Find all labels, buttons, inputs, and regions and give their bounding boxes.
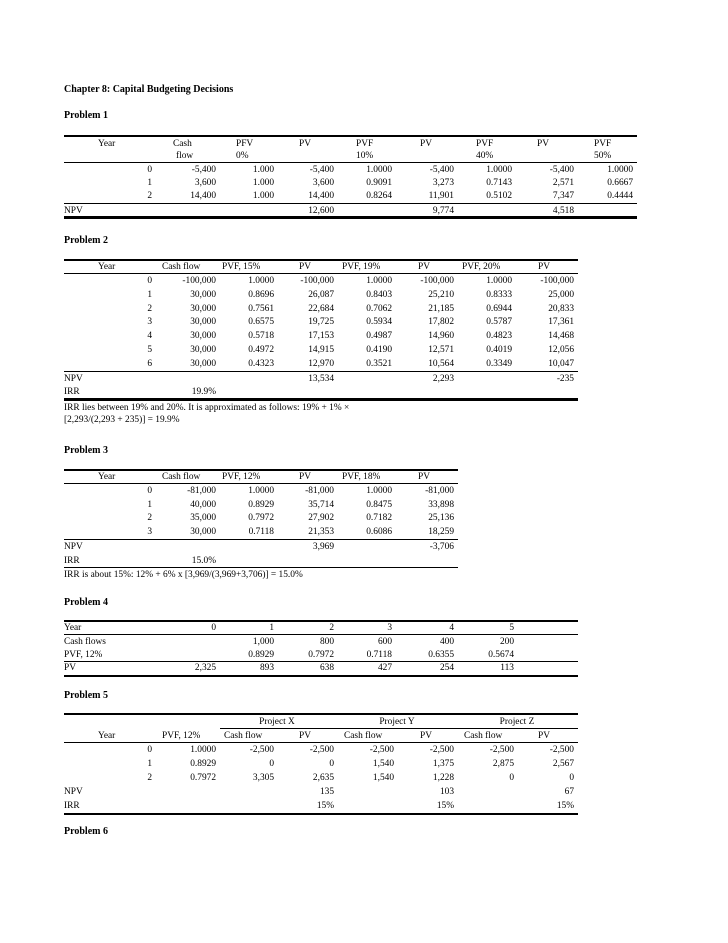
year-value: 0 bbox=[211, 623, 216, 633]
table-cell: 2,325 bbox=[194, 663, 216, 673]
table-cell: 17,153 bbox=[308, 331, 334, 342]
table-cell: 2,571 bbox=[552, 178, 574, 188]
table-cell: 3 bbox=[147, 317, 152, 328]
table-cell: 1.0000 bbox=[366, 165, 392, 175]
table-cell: 27,902 bbox=[308, 513, 334, 523]
table-cell: 0.5934 bbox=[366, 317, 392, 328]
table-cell: 0.4444 bbox=[607, 191, 633, 201]
npv-value: 3,969 bbox=[312, 542, 334, 552]
problem-4-title: Problem 4 bbox=[64, 597, 108, 608]
year-value: 3 bbox=[387, 623, 392, 633]
table-cell: -100,000 bbox=[540, 276, 574, 286]
table-cell: 2 bbox=[147, 513, 152, 523]
table-cell: 1,228 bbox=[432, 772, 454, 783]
table-cell: 1 bbox=[147, 499, 152, 510]
table-cell: 2,875 bbox=[492, 758, 514, 769]
table-cell: 2 bbox=[147, 303, 152, 314]
npv-value: 13,534 bbox=[308, 374, 334, 384]
table-cell: -100,000 bbox=[420, 276, 454, 286]
header-pv: PV bbox=[299, 262, 311, 272]
header-pvf-19: PVF, 19% bbox=[342, 262, 381, 272]
header-flow: flow bbox=[176, 151, 194, 161]
table-cell: 1.0000 bbox=[248, 276, 274, 286]
project-x-label: Project X bbox=[259, 717, 295, 727]
table-cell: 1.0000 bbox=[486, 165, 512, 175]
irr-value: 19.9% bbox=[191, 387, 216, 397]
table-rule bbox=[64, 273, 578, 274]
table-cell: 1 bbox=[147, 289, 152, 300]
table-cell: 0 bbox=[509, 772, 514, 783]
header-pv: PV bbox=[537, 139, 549, 149]
table-cell: 0 bbox=[147, 276, 152, 286]
table-rule bbox=[64, 483, 458, 484]
table-cell: -81,000 bbox=[425, 486, 454, 496]
header-pv: PV bbox=[299, 139, 311, 149]
chapter-title: Chapter 8: Capital Budgeting Decisions bbox=[64, 84, 234, 95]
table-cell: 0 bbox=[329, 758, 334, 769]
irr-value: 15% bbox=[436, 801, 454, 811]
irr-note: IRR lies between 19% and 20%. It is approximated as follows: 19% + 1% × bbox=[64, 403, 350, 413]
table-cell: 2,567 bbox=[552, 758, 574, 769]
table-cell: 1.0000 bbox=[607, 165, 633, 175]
table-cell: 14,400 bbox=[190, 191, 216, 201]
problem-6-title: Problem 6 bbox=[64, 826, 108, 837]
table-cell: 0.6086 bbox=[366, 526, 392, 537]
table-cell: 254 bbox=[439, 663, 454, 673]
table-cell: 0.5674 bbox=[488, 650, 514, 660]
table-cell: 0.6667 bbox=[607, 178, 633, 188]
table-cell: 1,540 bbox=[372, 758, 394, 769]
pvf-label: PVF, 12% bbox=[64, 650, 103, 660]
table-cell: 0.6575 bbox=[248, 317, 274, 328]
table-cell: 427 bbox=[377, 663, 392, 673]
table-cell: 40,000 bbox=[190, 499, 216, 510]
table-cell: 638 bbox=[319, 663, 334, 673]
table-cell: 1.000 bbox=[252, 178, 274, 188]
table-cell: 12,056 bbox=[548, 345, 574, 355]
table-cell: 0.4823 bbox=[486, 331, 512, 342]
table-rule bbox=[64, 371, 578, 372]
year-value: 2 bbox=[329, 623, 334, 633]
table-cell: -100,000 bbox=[300, 276, 334, 286]
header-pvf: PVF bbox=[594, 139, 612, 149]
irr-label: IRR bbox=[64, 556, 80, 566]
table-cell: 0.8929 bbox=[248, 499, 274, 510]
table-cell: 22,684 bbox=[308, 303, 334, 314]
header-year: Year bbox=[98, 139, 116, 149]
table-cell: 21,185 bbox=[428, 303, 454, 314]
header-year: Year bbox=[98, 472, 116, 482]
year-value: 4 bbox=[449, 623, 454, 633]
table-cell: 1 bbox=[147, 758, 152, 769]
npv-label: NPV bbox=[64, 374, 83, 384]
table-cell: 10,047 bbox=[548, 358, 574, 369]
header-rate: 0% bbox=[236, 151, 249, 161]
table-cell: 30,000 bbox=[190, 526, 216, 537]
table-cell: 20,833 bbox=[548, 303, 574, 314]
table-cell: 0.8475 bbox=[366, 499, 392, 510]
header-pv: PV bbox=[420, 139, 432, 149]
table-cell: 30,000 bbox=[190, 331, 216, 342]
table-rule bbox=[64, 398, 578, 401]
table-cell: 5 bbox=[147, 345, 152, 355]
table-cell: 0.4019 bbox=[486, 345, 512, 355]
npv-value: -3,706 bbox=[429, 542, 454, 552]
table-cell: -2,500 bbox=[369, 745, 394, 755]
table-cell: 30,000 bbox=[190, 303, 216, 314]
table-cell: 3 bbox=[147, 526, 152, 537]
header-pvf-18: PVF, 18% bbox=[342, 472, 381, 482]
table-cell: 0 bbox=[269, 758, 274, 769]
header-pv: PV bbox=[418, 262, 430, 272]
table-cell: 1.0000 bbox=[366, 276, 392, 286]
header-cash-flow: Cash flow bbox=[224, 731, 263, 741]
table-cell: -100,000 bbox=[182, 276, 216, 286]
cash-flows-label: Cash flows bbox=[64, 637, 106, 647]
table-cell: 18,259 bbox=[428, 526, 454, 537]
irr-value: 15.0% bbox=[191, 556, 216, 566]
project-z-label: Project Z bbox=[499, 717, 535, 727]
npv-value: 135 bbox=[319, 787, 334, 797]
irr-value: 15% bbox=[556, 801, 574, 811]
table-cell: 3,305 bbox=[252, 772, 274, 783]
table-cell: 0.4972 bbox=[248, 345, 274, 355]
npv-label: NPV bbox=[64, 206, 83, 216]
table-rule bbox=[64, 216, 637, 219]
irr-label: IRR bbox=[64, 801, 80, 811]
problem-2-title: Problem 2 bbox=[64, 235, 108, 246]
header-cash: Cash bbox=[173, 139, 192, 149]
table-cell: 2 bbox=[147, 772, 152, 783]
table-cell: 400 bbox=[439, 637, 454, 647]
table-cell: 0.7972 bbox=[248, 513, 274, 523]
table-cell: 1 bbox=[147, 178, 152, 188]
table-rule bbox=[64, 135, 637, 137]
header-pv: PV bbox=[418, 472, 430, 482]
table-cell: -2,500 bbox=[489, 745, 514, 755]
table-cell: -81,000 bbox=[187, 486, 216, 496]
table-cell: 14,915 bbox=[308, 345, 334, 355]
table-cell: 0.7143 bbox=[486, 178, 512, 188]
table-cell: 17,802 bbox=[428, 317, 454, 328]
npv-value: 9,774 bbox=[432, 206, 454, 216]
table-cell: 0 bbox=[147, 745, 152, 755]
table-rule bbox=[220, 728, 578, 729]
table-cell: 1,000 bbox=[252, 637, 274, 647]
pv-label: PV bbox=[64, 663, 76, 673]
header-pvf-12: PVF, 12% bbox=[162, 731, 201, 741]
table-rule bbox=[64, 675, 578, 677]
table-cell: 10,564 bbox=[428, 358, 454, 369]
table-cell: -5,400 bbox=[191, 165, 216, 175]
table-cell: 11,901 bbox=[428, 191, 454, 201]
header-year: Year bbox=[98, 262, 116, 272]
table-cell: 0.5718 bbox=[248, 331, 274, 342]
table-cell: 4 bbox=[147, 331, 152, 342]
npv-value: 2,293 bbox=[432, 374, 454, 384]
table-cell: 2 bbox=[147, 191, 152, 201]
table-cell: -5,400 bbox=[549, 165, 574, 175]
table-cell: 2,635 bbox=[312, 772, 334, 783]
table-cell: 19,725 bbox=[308, 317, 334, 328]
irr-note: IRR is about 15%: 12% + 6% x [3,969/(3,969+3,706)] = 15.0% bbox=[64, 570, 303, 580]
table-cell: 1,540 bbox=[372, 772, 394, 783]
table-rule bbox=[64, 162, 637, 163]
table-cell: -2,500 bbox=[309, 745, 334, 755]
header-pv: PV bbox=[299, 472, 311, 482]
table-cell: 35,000 bbox=[190, 513, 216, 523]
problem-1-title: Problem 1 bbox=[64, 110, 108, 121]
table-cell: 14,400 bbox=[308, 191, 334, 201]
table-rule bbox=[64, 813, 578, 815]
table-cell: 0.9091 bbox=[366, 178, 392, 188]
problem-3-title: Problem 3 bbox=[64, 445, 108, 456]
table-cell: 0.7118 bbox=[366, 650, 392, 660]
table-cell: -2,500 bbox=[429, 745, 454, 755]
table-cell: 3,273 bbox=[432, 178, 454, 188]
irr-note: [2,293/(2,293 + 235)] = 19.9% bbox=[64, 415, 180, 425]
table-rule bbox=[64, 742, 578, 743]
year-label: Year bbox=[64, 623, 82, 633]
table-cell: 0.6355 bbox=[428, 650, 454, 660]
table-cell: -5,400 bbox=[309, 165, 334, 175]
irr-label: IRR bbox=[64, 387, 80, 397]
table-cell: 33,898 bbox=[428, 499, 454, 510]
table-cell: 200 bbox=[499, 637, 514, 647]
table-cell: 113 bbox=[500, 663, 514, 673]
table-cell: 0.7062 bbox=[366, 303, 392, 314]
table-cell: 6 bbox=[147, 358, 152, 369]
table-cell: -81,000 bbox=[305, 486, 334, 496]
table-cell: 1.0000 bbox=[190, 745, 216, 755]
table-cell: 0 bbox=[147, 165, 152, 175]
table-cell: 0.4323 bbox=[248, 358, 274, 369]
table-cell: 0.7561 bbox=[248, 303, 274, 314]
npv-value: 67 bbox=[564, 787, 574, 797]
header-rate: 40% bbox=[476, 151, 494, 161]
header-year: Year bbox=[98, 731, 116, 741]
header-pvf-15: PVF, 15% bbox=[222, 262, 261, 272]
header-pvf: PVF bbox=[476, 139, 494, 149]
header-pv: PV bbox=[538, 262, 550, 272]
npv-value: -235 bbox=[556, 374, 574, 384]
table-cell: 25,210 bbox=[428, 289, 454, 300]
header-rate: 10% bbox=[356, 151, 374, 161]
table-cell: 0.3349 bbox=[486, 358, 512, 369]
header-rate: 50% bbox=[594, 151, 612, 161]
table-rule bbox=[64, 567, 458, 568]
table-cell: 0.4987 bbox=[366, 331, 392, 342]
table-cell: 26,087 bbox=[308, 289, 334, 300]
table-cell: 893 bbox=[259, 663, 274, 673]
year-value: 1 bbox=[269, 623, 274, 633]
table-cell: 25,136 bbox=[428, 513, 454, 523]
table-cell: 12,970 bbox=[308, 358, 334, 369]
table-cell: 0.8696 bbox=[248, 289, 274, 300]
table-cell: 1.0000 bbox=[366, 486, 392, 496]
table-cell: 0 bbox=[147, 486, 152, 496]
table-rule bbox=[64, 713, 578, 715]
table-cell: 21,353 bbox=[308, 526, 334, 537]
table-rule bbox=[64, 203, 637, 204]
table-cell: 30,000 bbox=[190, 358, 216, 369]
table-cell: 0.7118 bbox=[248, 526, 274, 537]
table-cell: 0.5102 bbox=[486, 191, 512, 201]
header-pv: PV bbox=[538, 731, 550, 741]
table-cell: 1.000 bbox=[252, 191, 274, 201]
npv-label: NPV bbox=[64, 787, 83, 797]
table-cell: 0 bbox=[569, 772, 574, 783]
table-cell: 12,571 bbox=[428, 345, 454, 355]
table-cell: 0.6944 bbox=[486, 303, 512, 314]
table-cell: 0.7972 bbox=[308, 650, 334, 660]
table-cell: 0.7972 bbox=[190, 772, 216, 783]
table-rule bbox=[64, 469, 458, 471]
table-cell: 3,600 bbox=[312, 178, 334, 188]
problem-5-title: Problem 5 bbox=[64, 690, 108, 701]
table-cell: 14,960 bbox=[428, 331, 454, 342]
table-rule bbox=[64, 259, 578, 261]
header-pvf: PVF bbox=[356, 139, 374, 149]
header-cash-flow: Cash flow bbox=[162, 472, 201, 482]
header-pfv: PFV bbox=[236, 139, 254, 149]
table-cell: 3,600 bbox=[194, 178, 216, 188]
table-cell: 30,000 bbox=[190, 317, 216, 328]
table-cell: 7,347 bbox=[552, 191, 574, 201]
table-cell: 0.8333 bbox=[486, 289, 512, 300]
table-cell: -2,500 bbox=[549, 745, 574, 755]
table-cell: 0.8929 bbox=[190, 758, 216, 769]
table-rule bbox=[64, 539, 458, 540]
table-cell: 600 bbox=[377, 637, 392, 647]
table-cell: 0.8929 bbox=[248, 650, 274, 660]
table-cell: 1,375 bbox=[432, 758, 454, 769]
table-cell: -5,400 bbox=[429, 165, 454, 175]
header-pvf-12: PVF, 12% bbox=[222, 472, 261, 482]
table-cell: 800 bbox=[319, 637, 334, 647]
npv-label: NPV bbox=[64, 542, 83, 552]
table-cell: 17,361 bbox=[548, 317, 574, 328]
table-rule bbox=[64, 634, 578, 635]
table-cell: 30,000 bbox=[190, 345, 216, 355]
header-cash-flow: Cash flow bbox=[344, 731, 383, 741]
table-cell: 0.5787 bbox=[486, 317, 512, 328]
table-cell: 35,714 bbox=[308, 499, 334, 510]
project-y-label: Project Y bbox=[379, 717, 415, 727]
header-cash-flow: Cash flow bbox=[464, 731, 503, 741]
table-cell: 1.0000 bbox=[248, 486, 274, 496]
table-cell: 0.8403 bbox=[366, 289, 392, 300]
header-pv: PV bbox=[299, 731, 311, 741]
table-cell: 1.0000 bbox=[486, 276, 512, 286]
table-cell: 14,468 bbox=[548, 331, 574, 342]
table-cell: 0.8264 bbox=[366, 191, 392, 201]
table-cell: 1.000 bbox=[252, 165, 274, 175]
npv-value: 12,600 bbox=[308, 206, 334, 216]
table-cell: 0.7182 bbox=[366, 513, 392, 523]
table-cell: 0.4190 bbox=[366, 345, 392, 355]
table-cell: 25,000 bbox=[548, 289, 574, 300]
npv-value: 4,518 bbox=[552, 206, 574, 216]
table-cell: 30,000 bbox=[190, 289, 216, 300]
header-pv: PV bbox=[420, 731, 432, 741]
irr-value: 15% bbox=[316, 801, 334, 811]
header-pvf-20: PVF, 20% bbox=[462, 262, 501, 272]
year-value: 5 bbox=[509, 623, 514, 633]
table-cell: 0.3521 bbox=[366, 358, 392, 369]
header-cash-flow: Cash flow bbox=[162, 262, 201, 272]
npv-value: 103 bbox=[439, 787, 454, 797]
table-cell: -2,500 bbox=[249, 745, 274, 755]
